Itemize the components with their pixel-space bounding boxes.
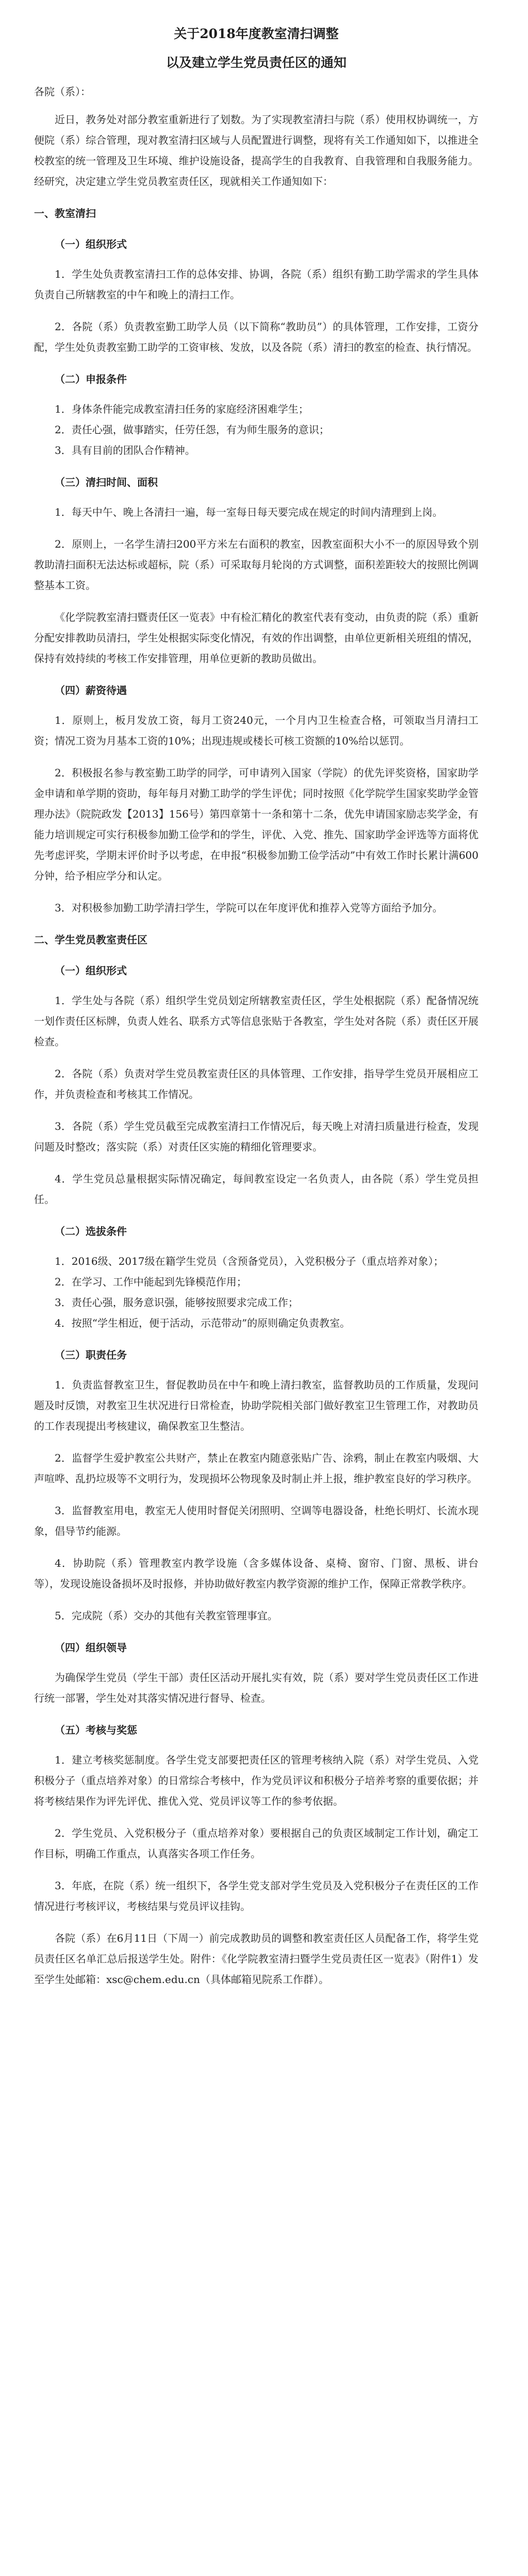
list-item: 1．2016级、2017级在籍学生党员（含预备党员），入党积极分子（重点培养对象）；: [55, 1255, 444, 1267]
paragraph: 3．监督教室用电，教室无人使用时督促关闭照明、空调等电器设备，杜绝长明灯、长流水现象，倡导节约能源。: [34, 1504, 478, 1537]
list-item: 4．按照“学生相近，便于活动，示范带动”的原则确定负责教室。: [55, 1317, 351, 1329]
paragraph: 1．原则上，板月发放工资，每月工资240元，一个月内卫生检查合格，可领取当月清扫工资；情况工资为月基本工资的10%；出现违规或楼长可核工资额的10%给以惩罚。: [34, 714, 478, 747]
subsection-heading: （一）组织形式: [55, 238, 127, 250]
paragraph: 2．学生党员、入党积极分子（重点培养对象）要根据自己的负责区域制定工作计划，确定工作目标，明确工作重点，认真落实各项工作任务。: [34, 1827, 478, 1860]
subsection-heading: （四）组织领导: [55, 1641, 127, 1654]
list-item: 2．责任心强，做事踏实，任劳任怨，有为师生服务的意识；: [55, 423, 329, 436]
title-line-1: 关于2018年度教室清扫调整: [174, 26, 339, 41]
paragraph: 为确保学生党员（学生干部）责任区活动开展扎实有效，院（系）要对学生党员责任区工作进行统一部署，学生处对其落实情况进行督导、检查。: [34, 1671, 478, 1704]
list-item: 2．在学习、工作中能起到先锋模范作用；: [55, 1276, 247, 1288]
section-heading-2: 二、学生党员教室责任区: [34, 934, 147, 946]
paragraph: 4．协助院（系）管理教室内教学设施（含多媒体设备、桌椅、窗帘、门窗、黑板、讲台等），发现设施设备损坏及时报修，并协助做好教室内教学资源的维护工作，保障正常教学秩序。: [34, 1557, 478, 1590]
subsection-heading: （三）清扫时间、面积: [55, 476, 158, 488]
paragraph: 2．监督学生爱护教室公共财产，禁止在教室内随意张贴广告、涂鸦，制止在教室内吸烟、大声喧哗、乱扔垃圾等不文明行为，发现损坏公物现象及时制止并上报，维护教室良好的学习秩序。: [34, 1452, 478, 1485]
paragraph: 1．负责监督教室卫生，督促教助员在中午和晚上清扫教室，监督教助员的工作质量，发现问题及时反馈，对教室卫生状况进行日常检查，协助学院相关部门做好教室卫生管理工作，对教助员的工作表现提出考核建议，确保教室卫生整洁。: [34, 1379, 478, 1432]
paragraph: 2．各院（系）负责教室勤工助学人员（以下简称“教助员”）的具体管理，工作安排，工资分配，学生处负责教室勤工助学的工资审核、发放，以及各院（系）清扫的教室的检查、执行情况。: [34, 320, 478, 353]
notice-title: [34, 20, 478, 77]
section-heading-1: 一、教室清扫: [34, 207, 96, 219]
closing-paragraph: 各院（系）在6月11日（下周一）前完成教助员的调整和教室责任区人员配备工作，将学生党员责任区名单汇总后报送学生处。附件：《化学院教室清扫暨学生党员责任区一览表》（附件1）发至学生处邮箱：xsc@chem.edu.cn（具体邮箱见院系工作群）。: [34, 1932, 478, 1986]
paragraph: 3．对积极参加勤工助学清扫学生，学院可以在年度评优和推荐入党等方面给予加分。: [55, 902, 443, 914]
paragraph: 1．每天中午、晚上各清扫一遍，每一室每日每天要完成在规定的时间内清理到上岗。: [55, 506, 443, 518]
paragraph: 1．学生处与各院（系）组织学生党员划定所辖教室责任区，学生处根据院（系）配备情况统一划作责任区标牌，负责人姓名、联系方式等信息张贴于各教室，学生处对各院（系）责任区开展检查。: [34, 994, 478, 1048]
list-item: 3．具有目前的团队合作精神。: [55, 444, 195, 456]
recipient: 各院（系）：: [34, 86, 91, 98]
paragraph: 2．各院（系）负责对学生党员教室责任区的具体管理、工作安排，指导学生党员开展相应工作，并负责检查和考核其工作情况。: [34, 1067, 478, 1100]
paragraph: 3．年底，在院（系）统一组织下，各学生党支部对学生党员及入党积极分子在责任区的工作情况进行考核评议，考核结果与党员评议挂钩。: [34, 1879, 478, 1912]
subsection-heading: （五）考核与奖惩: [55, 1724, 137, 1736]
list-item: 1．身体条件能完成教室清扫任务的家庭经济困难学生；: [55, 403, 309, 415]
paragraph: 《化学院教室清扫暨责任区一览表》中有检汇精化的教室代表有变动，由负责的院（系）重新分配安排教助员清扫，学生处根据实际变化情况，有效的作出调整，由单位更新相关班组的情况，保持有效持续的考核工作安排管理，用单位更新的教助员做出。: [34, 611, 478, 665]
intro-paragraph: 近日，教务处对部分教室重新进行了划数。为了实现教室清扫与院（系）使用权协调统一，方便院（系）综合管理，现对教室清扫区域与人员配置进行调整，现将有关工作通知如下，以推进全校教室的统一管理及卫生环境、维护设施设备，提高学生的自我教育、自我管理和自我服务能力。经研究，决定建立学生党员教室责任区，现就相关工作通知如下：: [34, 113, 478, 188]
title-line-2: 以及建立学生党员责任区的通知: [166, 55, 346, 70]
paragraph: 5．完成院（系）交办的其他有关教室管理事宜。: [55, 1609, 278, 1622]
subsection-heading: （四）薪资待遇: [55, 684, 127, 697]
paragraph: 1．建立考核奖惩制度。各学生党支部要把责任区的管理考核纳入院（系）对学生党员、入党积极分子（重点培养对象）的日常综合考核中，作为党员评议和积极分子培养考察的重要依据；并将考核结果作为评先评优、推优入党、党员评议等工作的参考依据。: [34, 1754, 478, 1807]
paragraph: 2．原则上，一名学生清扫200平方米左右面积的教室，因教室面积大小不一的原因导致个别教助清扫面积无法达标或超标，院（系）可采取每月轮岗的方式调整，面积差距较大的按照比例调整基本工资。: [34, 538, 478, 591]
paragraph: 2．积极报名参与教室勤工助学的同学，可申请列入国家（学院）的优先评奖资格，国家助学金申请和单学期的资助，每年每月对勤工助学的学生评优；同时按照《化学院学生国家奖助学金管理办法》（院院政发【2013】156号）第四章第十一条和第十二条，优先申请国家励志奖学金，有能力培训规定可实行积极参加勤工俭学和的学生，评优、入党、推先、国家助学金评选等方面将优先考虑评奖，学期末评价时予以考虑，在申报“积极参加勤工俭学活动”中有效工作时长累计满600分钟，给予相应学分和认定。: [34, 767, 478, 882]
paragraph: 1．学生处负责教室清扫工作的总体安排、协调，各院（系）组织有勤工助学需求的学生具体负责自己所辖教室的中午和晚上的清扫工作。: [34, 268, 478, 301]
subsection-heading: （一）组织形式: [55, 964, 127, 977]
subsection-heading: （二）选拔条件: [55, 1225, 127, 1238]
selection-list: [34, 1251, 478, 1333]
paragraph: 3．各院（系）学生党员截至完成教室清扫工作情况后，每天晚上对清扫质量进行检查，发现问题及时整改；落实院（系）对责任区实施的精细化管理要求。: [34, 1120, 478, 1153]
conditions-list: [34, 399, 478, 461]
list-item: 3．责任心强，服务意识强，能够按照要求完成工作；: [55, 1296, 299, 1309]
paragraph: 4．学生党员总量根据实际情况确定，每间教室设定一名负责人，由各院（系）学生党员担任。: [34, 1173, 478, 1206]
subsection-heading: （三）职责任务: [55, 1349, 127, 1361]
subsection-heading: （二）申报条件: [55, 373, 127, 385]
